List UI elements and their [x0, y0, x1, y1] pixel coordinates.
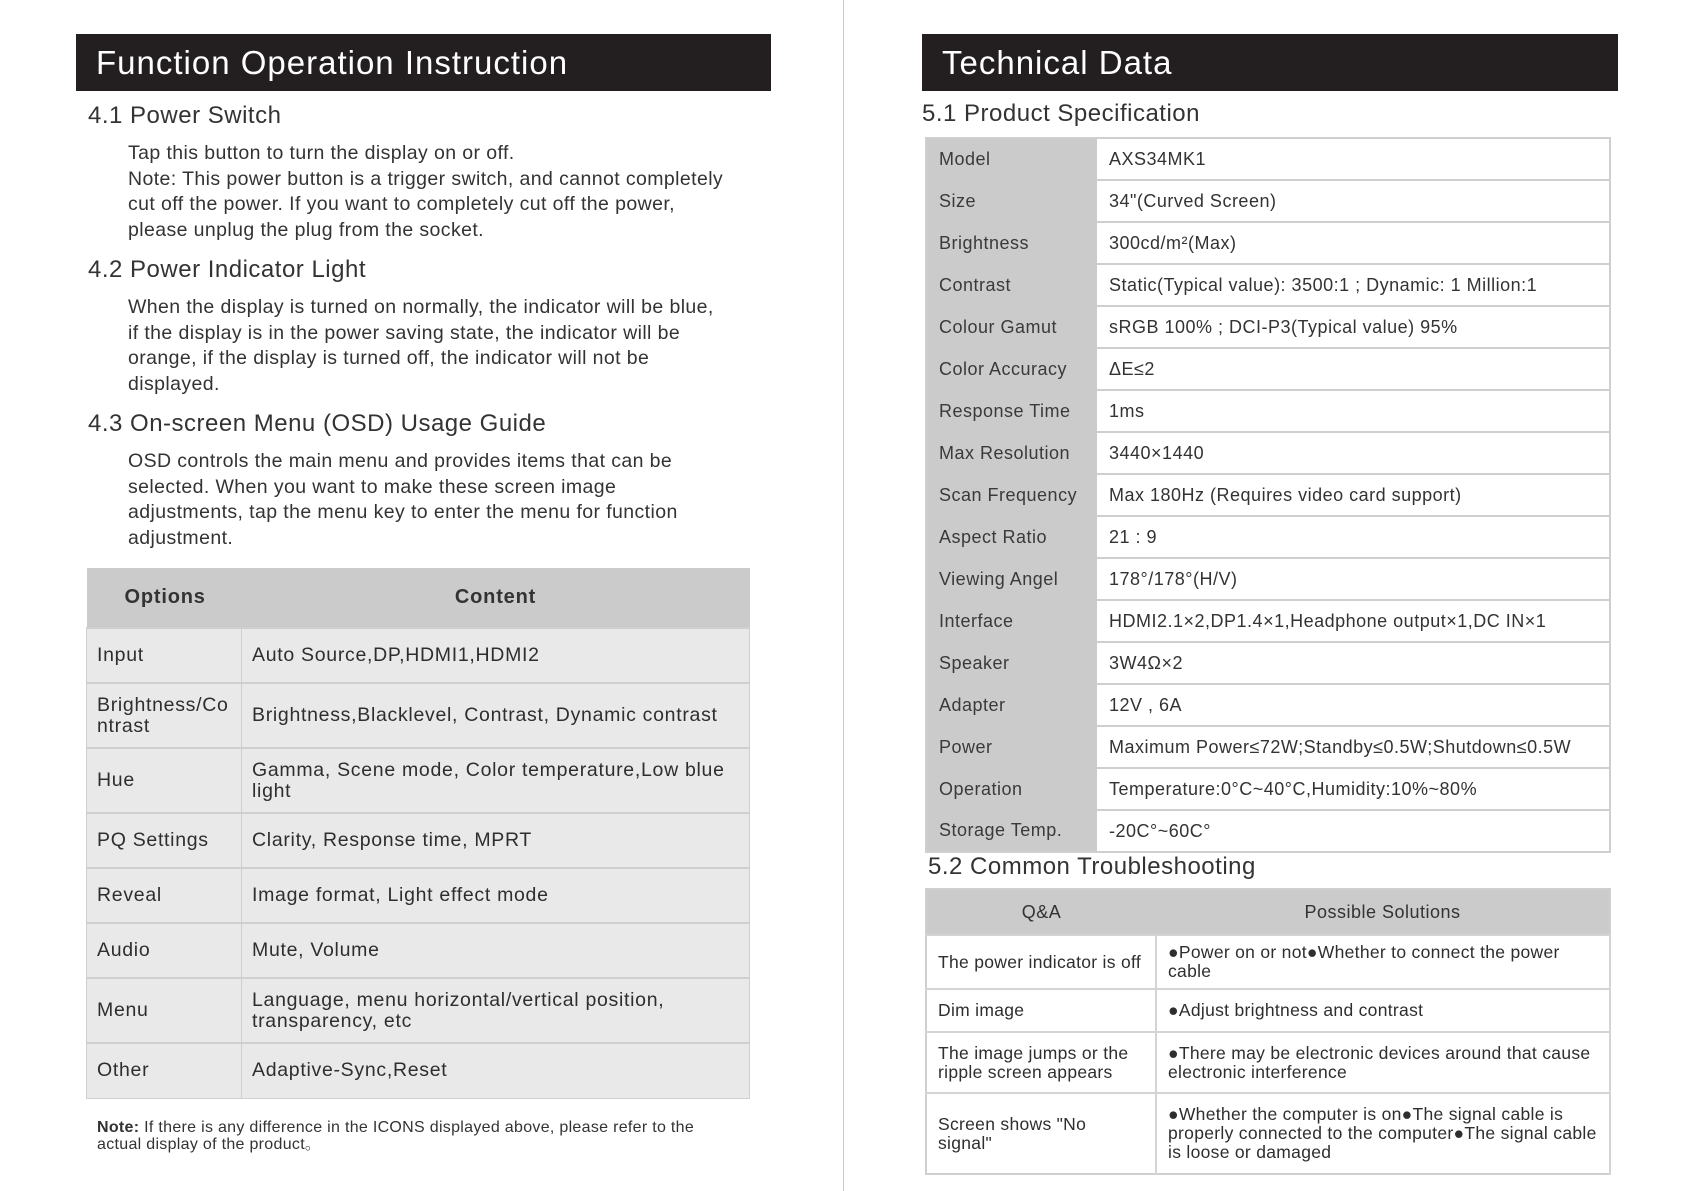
option-cell: Brightness/Contrast: [87, 683, 242, 748]
content-cell: Mute, Volume: [242, 923, 750, 978]
table-row: [87, 978, 750, 1043]
table-row: [926, 1093, 1610, 1174]
table-row: [87, 868, 750, 923]
spec-row: [926, 306, 1610, 348]
solution-cell: ●There may be electronic devices around that cause electronic interference: [1156, 1032, 1610, 1093]
spec-value: Maximum Power≤72W;Standby≤0.5W;Shutdown≤0.5W: [1097, 726, 1610, 768]
text-line: orange, if the display is turned off, the indicator will not be: [128, 347, 650, 369]
spec-row: [926, 726, 1610, 768]
icons-note: [97, 1119, 737, 1153]
right-page-banner: [922, 34, 1618, 91]
table-row: [87, 923, 750, 978]
spec-value: 1ms: [1097, 390, 1610, 432]
spec-value: AXS34MK1: [1097, 138, 1610, 180]
text-line: displayed.: [128, 372, 220, 395]
option-cell: Other: [87, 1043, 242, 1098]
text-line: selected. When you want to make these screen image: [128, 475, 617, 498]
section-heading-product-spec: 5.1 Product Specification: [922, 100, 1200, 127]
spec-label: Operation: [926, 768, 1097, 810]
spec-value: Static(Typical value): 3500:1 ; Dynamic: 1 Million:1: [1097, 264, 1610, 306]
spec-row: [926, 642, 1610, 684]
spec-row: [926, 474, 1610, 516]
banner-title: Function Operation Instruction: [96, 44, 569, 81]
spec-value: -20C°~60C°: [1097, 810, 1610, 852]
spec-value: Temperature:0°C~40°C,Humidity:10%~80%: [1097, 768, 1610, 810]
spec-label: Storage Temp.: [926, 810, 1097, 852]
table-row: [87, 683, 750, 748]
question-cell: The power indicator is off: [926, 935, 1156, 989]
spec-label: Speaker: [926, 642, 1097, 684]
spec-label: Colour Gamut: [926, 306, 1097, 348]
spec-row: [926, 348, 1610, 390]
spec-row: [926, 390, 1610, 432]
spec-label: Contrast: [926, 264, 1097, 306]
text-line: please unplug the plug from the socket.: [128, 218, 484, 241]
spec-row: [926, 432, 1610, 474]
spec-row: [926, 516, 1610, 558]
spec-value: 3W4Ω×2: [1097, 642, 1610, 684]
section-heading-power-switch: 4.1 Power Switch: [88, 102, 282, 129]
option-cell: Menu: [87, 978, 242, 1043]
spec-label: Response Time: [926, 390, 1097, 432]
spec-row: [926, 138, 1610, 180]
spec-label: Interface: [926, 600, 1097, 642]
note-label: Note:: [97, 1119, 140, 1136]
option-cell: Reveal: [87, 868, 242, 923]
power-switch-text: [128, 141, 723, 243]
spec-row: [926, 600, 1610, 642]
content-cell: Clarity, Response time, MPRT: [242, 813, 750, 868]
power-indicator-text: [128, 295, 714, 397]
option-cell: Hue: [87, 748, 242, 813]
spec-row: [926, 810, 1610, 852]
spec-row: [926, 264, 1610, 306]
section-heading-osd-guide: 4.3 On-screen Menu (OSD) Usage Guide: [88, 410, 547, 437]
content-cell: Image format, Light effect mode: [242, 868, 750, 923]
page-divider: [843, 0, 844, 1191]
spec-label: Color Accuracy: [926, 348, 1097, 390]
spec-label: Brightness: [926, 222, 1097, 264]
spec-label: Power: [926, 726, 1097, 768]
spec-label: Size: [926, 180, 1097, 222]
question-cell: Screen shows "No signal": [926, 1093, 1156, 1174]
question-cell: Dim image: [926, 989, 1156, 1032]
spec-label: Max Resolution: [926, 432, 1097, 474]
spec-label: Aspect Ratio: [926, 516, 1097, 558]
spec-row: [926, 768, 1610, 810]
spec-row: [926, 222, 1610, 264]
spec-value: 300cd/m²(Max): [1097, 222, 1610, 264]
left-page-banner: [76, 34, 771, 91]
option-cell: Audio: [87, 923, 242, 978]
table-row: [926, 1032, 1610, 1093]
text-line: if the display is in the power saving state, the indicator will be: [128, 321, 681, 344]
spec-value: sRGB 100% ; DCI-P3(Typical value) 95%: [1097, 306, 1610, 348]
spec-row: [926, 558, 1610, 600]
section-heading-power-indicator: 4.2 Power Indicator Light: [88, 256, 366, 283]
osd-options-table: [86, 568, 750, 1099]
text-line: adjustments, tap the menu key to enter the menu for function: [128, 501, 678, 523]
content-cell: Brightness,Blacklevel, Contrast, Dynamic contrast: [242, 683, 750, 748]
spec-value: 178°/178°(H/V): [1097, 558, 1610, 600]
table-row: [87, 1043, 750, 1098]
column-header-content: Content: [242, 568, 750, 628]
column-header-solutions: Possible Solutions: [1156, 889, 1610, 935]
text-line: cut off the power. If you want to completely cut off the power,: [128, 193, 675, 215]
table-header-row: [926, 889, 1610, 935]
column-header-qa: Q&A: [926, 889, 1156, 935]
content-cell: Language, menu horizontal/vertical position, transparency, etc: [242, 978, 750, 1043]
table-row: [926, 935, 1610, 989]
text-line: When the display is turned on normally, the indicator will be blue,: [128, 296, 714, 318]
option-cell: PQ Settings: [87, 813, 242, 868]
spec-value: 3440×1440: [1097, 432, 1610, 474]
osd-guide-text: [128, 449, 678, 551]
text-line: Tap this button to turn the display on or off.: [128, 142, 515, 164]
section-heading-troubleshooting: 5.2 Common Troubleshooting: [928, 853, 1256, 880]
solution-cell: ●Adjust brightness and contrast: [1156, 989, 1610, 1032]
table-row: [87, 748, 750, 813]
spec-label: Adapter: [926, 684, 1097, 726]
spec-value: 34"(Curved Screen): [1097, 180, 1610, 222]
text-line: adjustment.: [128, 526, 234, 549]
spec-value: Max 180Hz (Requires video card support): [1097, 474, 1610, 516]
content-cell: Adaptive-Sync,Reset: [242, 1043, 750, 1098]
text-line: OSD controls the main menu and provides items that can be: [128, 450, 673, 472]
option-cell: Input: [87, 628, 242, 683]
solution-cell: ●Power on or not●Whether to connect the power cable: [1156, 935, 1610, 989]
table-row: [87, 628, 750, 683]
text-line: Note: This power button is a trigger switch, and cannot completely: [128, 167, 724, 190]
column-header-options: Options: [87, 568, 242, 628]
content-cell: Gamma, Scene mode, Color temperature,Low blue light: [242, 748, 750, 813]
solution-cell: ●Whether the computer is on●The signal cable is properly connected to the computer●The signal cable is loose or damaged: [1156, 1093, 1610, 1174]
spec-value: ΔE≤2: [1097, 348, 1610, 390]
spec-row: [926, 684, 1610, 726]
note-text: If there is any difference in the ICONS displayed above, please refer to the actual display of the product。: [97, 1119, 695, 1153]
spec-label: Scan Frequency: [926, 474, 1097, 516]
question-cell: The image jumps or the ripple screen appears: [926, 1032, 1156, 1093]
spec-value: HDMI2.1×2,DP1.4×1,Headphone output×1,DC IN×1: [1097, 600, 1610, 642]
table-header-row: [87, 568, 750, 628]
table-row: [87, 813, 750, 868]
banner-title: Technical Data: [942, 44, 1173, 81]
product-spec-table: [925, 137, 1611, 853]
spec-value: 12V , 6A: [1097, 684, 1610, 726]
spec-value: 21 : 9: [1097, 516, 1610, 558]
spec-row: [926, 180, 1610, 222]
table-row: [926, 989, 1610, 1032]
spec-label: Viewing Angel: [926, 558, 1097, 600]
spec-label: Model: [926, 138, 1097, 180]
content-cell: Auto Source,DP,HDMI1,HDMI2: [242, 628, 750, 683]
troubleshooting-table: [925, 888, 1611, 1175]
